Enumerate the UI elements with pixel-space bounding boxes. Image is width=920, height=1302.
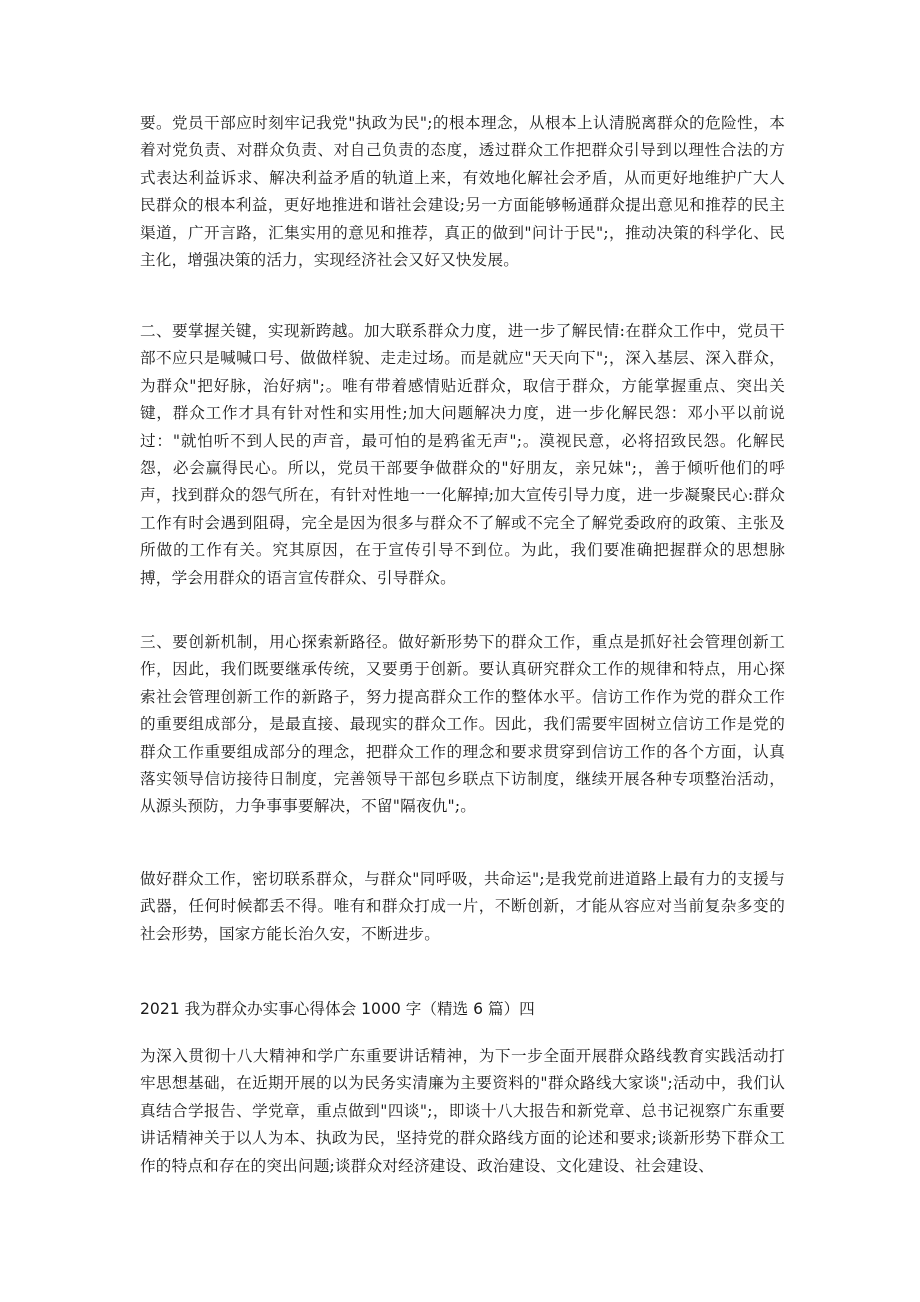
paragraph-5: 为深入贯彻十八大精神和学广东重要讲话精神，为下一步全面开展群众路线教育实践活动打牢思想基础，在近期开展的以为民务实清廉为主要资料的"群众路线大家谈";活动中，我们认真结合学报告、学党章，重点做到"四谈";，即谈十八大报告和新党章、总书记视察广东重要讲话精神关于以人为本、执政为民，坚持党的群众路线方面的论述和要求;谈新形势下群众工作的特点和存在的突出问题;谈群众对经济建设、政治建设、文化建设、社会建设、 [140,1047,785,1175]
paragraph-1: 要。党员干部应时刻牢记我党"执政为民";的根本理念，从根本上认清脱离群众的危险性，本着对党负责、对群众负责、对自己负责的态度，透过群众工作把群众引导到以理性合法的方式表达利益诉求、解决利益矛盾的轨道上来，有效地化解社会矛盾，从而更好地维护广大人民群众的根本利益，更好地推进和谐社会建设;另一方面能够畅通群众提出意见和推荐的民主渠道，广开言路，汇集实用的意见和推荐，真正的做到"问计于民";，推动决策的科学化、民主化，增强决策的活力，实现经济社会又好又快发展。 [140,114,785,270]
section-heading: 2021 我为群众办实事心得体会 1000 字（精选 6 篇）四 [140,1000,535,1018]
paragraph-4: 做好群众工作，密切联系群众，与群众"同呼吸，共命运";是我党前进道路上最有力的支援与武器，任何时候都丢不得。唯有和群众打成一片，不断创新，才能从容应对当前复杂多变的社会形势，国家方能长治久安，不断进步。 [140,870,785,943]
paragraph-3: 三、要创新机制，用心探索新路径。做好新形势下的群众工作，重点是抓好社会管理创新工作，因此，我们既要继承传统，又要勇于创新。要认真研究群众工作的规律和特点，用心探索社会管理创新工作的新路子，努力提高群众工作的整体水平。信访工作作为党的群众工作的重要组成部分，是最直接、最现实的群众工作。因此，我们需要牢固树立信访工作是党的群众工作重要组成部分的理念，把群众工作的理念和要求贯穿到信访工作的各个方面，认真落实领导信访接待日制度，完善领导干部包乡联点下访制度，继续开展各种专项整治活动，从源头预防，力争事事要解决，不留"隔夜仇";。 [140,633,785,816]
paragraph-2: 二、要掌握关键，实现新跨越。加大联系群众力度，进一步了解民情:在群众工作中，党员干部不应只是喊喊口号、做做样貌、走走过场。而是就应"天天向下";，深入基层、深入群众，为群众"把好脉，治好病";。唯有带着感情贴近群众，取信于群众，方能掌握重点、突出关键，群众工作才具有针对性和实用性;加大问题解决力度，进一步化解民怨：邓小平以前说过："就怕听不到人民的声音，最可怕的是鸦雀无声";。漠视民意，必将招致民怨。化解民怨，必会赢得民心。所以，党员干部要争做群众的"好朋友，亲兄妹";，善于倾听他们的呼声，找到群众的怨气所在，有针对性地一一化解掉;加大宣传引导力度，进一步凝聚民心:群众工作有时会遇到阻碍，完全是因为很多与群众不了解或不完全了解党委政府的政策、主张及所做的工作有关。究其原因，在于宣传引导不到位。为此，我们要准确把握群众的思想脉搏，学会用群众的语言宣传群众、引导群众。 [140,322,785,587]
